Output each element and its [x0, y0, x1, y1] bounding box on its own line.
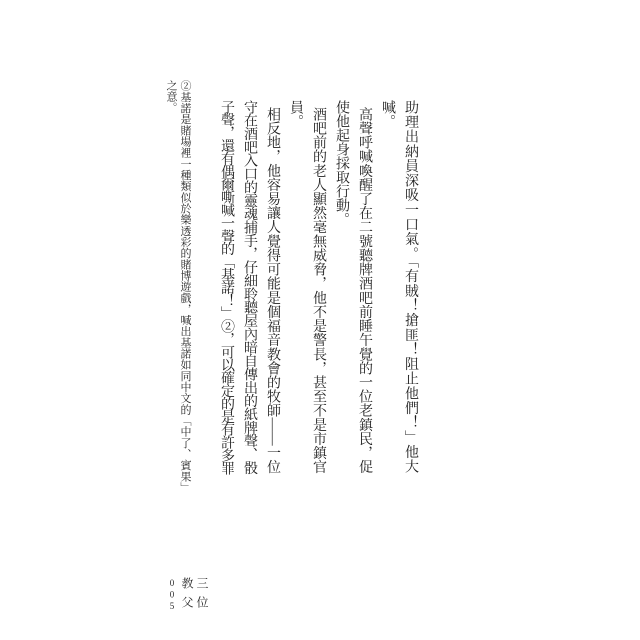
body-text-line: 守在酒吧入口的靈魂捕手，仔細聆聽屋內暗自傳出的紙牌聲、骰	[242, 100, 257, 475]
page-number: 005	[167, 578, 177, 613]
footnote-line: 之意。	[165, 80, 177, 113]
body-text-line: 子聲，還有偶爾嘶喊一聲的「基諾！」②，可以確定的是有許多罪	[219, 100, 234, 475]
body-text-line: 喊。	[380, 100, 395, 128]
body-text-line: 使他起身採取行動。	[334, 100, 349, 226]
running-title: 教父	[180, 577, 194, 615]
body-text-line: 酒吧前的老人顯然毫無威脅，他不是警長，甚至不是市鎮官	[311, 107, 326, 474]
running-title: 三位	[195, 577, 209, 615]
body-text-line: 高聲呼喊喚醒了在二號聽牌酒吧前睡午覺的一位老鎮民，促	[357, 107, 372, 474]
body-text-line: 助理出納員深吸一口氣。「有賊！搶匪！阻止他們！」他大	[403, 100, 418, 474]
body-text-line: 相反地，他容易讓人覺得可能是個福音教會的牧師——一位	[265, 107, 280, 474]
footnote-line: ②基諾是賭場裡一種類似於樂透彩的賭博遊戲，喊出基諾如同中文的「中了、賓果」	[179, 80, 191, 493]
body-text-line: 員。	[288, 100, 303, 128]
